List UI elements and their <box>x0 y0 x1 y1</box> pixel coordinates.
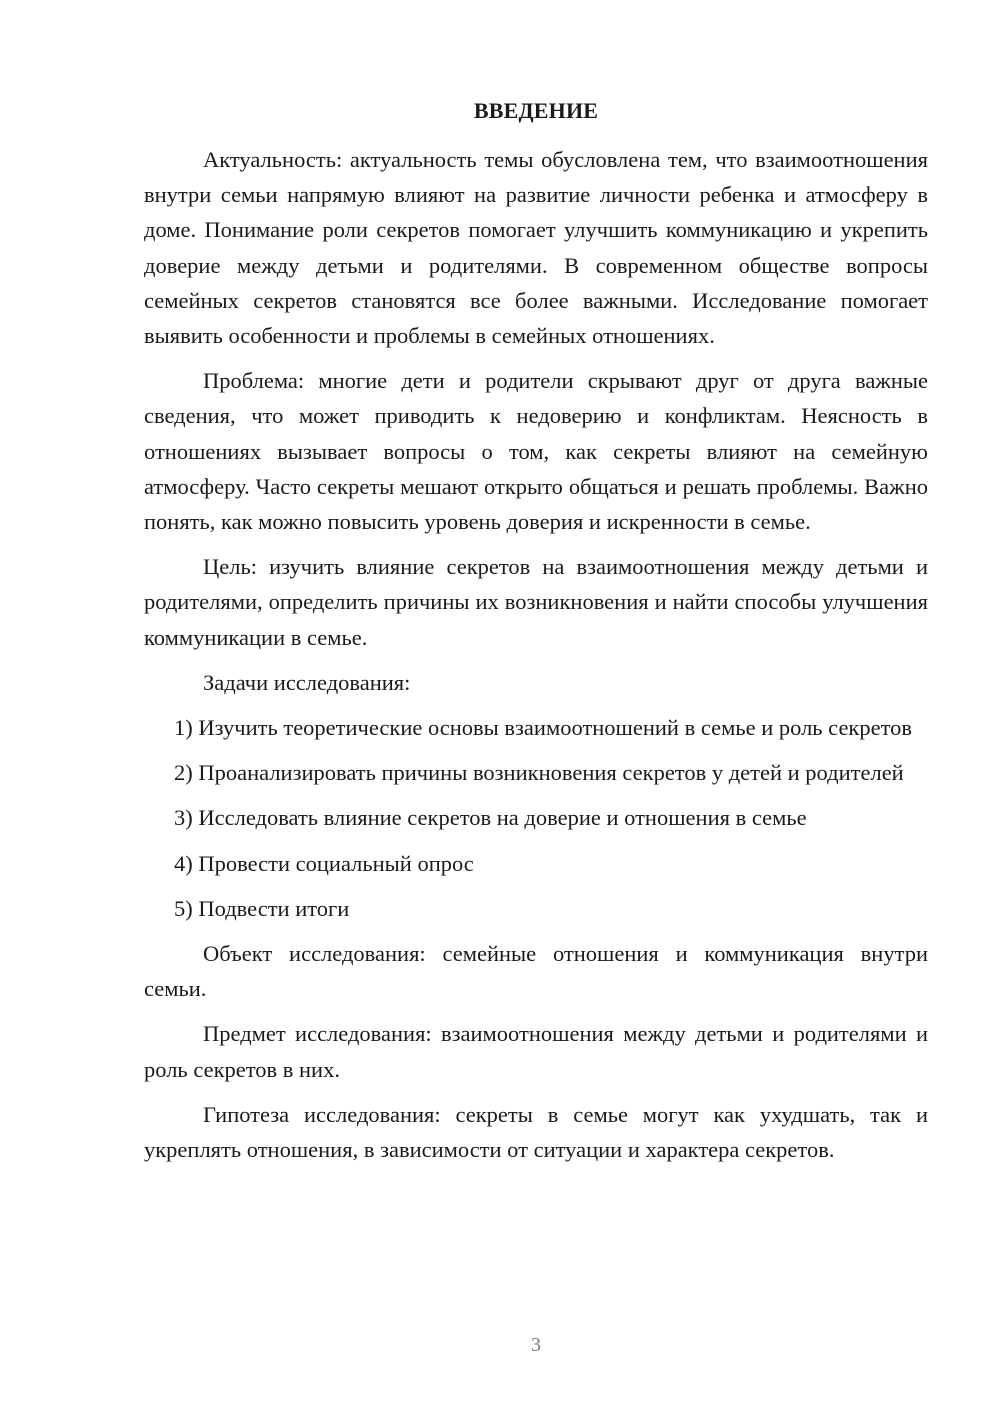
paragraph-subject: Предмет исследования: взаимоотношения между детьми и родителями и роль секретов в них. <box>144 1021 928 1082</box>
task-item-4: 4) Провести социальный опрос <box>174 850 474 876</box>
task-item-2: 2) Проанализировать причины возникновения секретов у детей и родителей <box>174 760 904 786</box>
paragraph-relevance: Актуальность: актуальность темы обусловлена тем, что взаимоотношения внутри семьи напрямую влияют на развитие личности ребенка и атмосферу в доме. Понимание роли секретов помогает улучшить коммуникацию и укрепить доверие между детьми и родителями. В современном обществе вопросы семейных секретов становятся все более важными. Исследование помогает выявить особенности и проблемы в семейных отношениях. <box>144 147 928 349</box>
paragraph-problem: Проблема: многие дети и родители скрывают друг от друга важные сведения, что может приводить к недоверию и конфликтам. Неясность в отношениях вызывает вопросы о том, как секреты влияют на семейную атмосферу. Часто секреты мешают открыто общаться и решать проблемы. Важно понять, как можно повысить уровень доверия и искренности в семье. <box>144 368 928 535</box>
document-page <box>144 0 928 1414</box>
section-title: ВВЕДЕНИЕ <box>473 98 599 123</box>
paragraph-object: Объект исследования: семейные отношения и коммуникация внутри семьи. <box>144 941 928 1002</box>
paragraph-tasks-heading: Задачи исследования: <box>203 669 411 695</box>
task-item-3: 3) Исследовать влияние секретов на доверие и отношения в семье <box>174 805 807 831</box>
page-number: 3 <box>531 1334 541 1356</box>
body-text <box>144 142 928 1177</box>
task-item-5: 5) Подвести итоги <box>174 895 350 921</box>
task-item-1: 1) Изучить теоретические основы взаимоотношений в семье и роль секретов <box>174 715 913 741</box>
paragraph-hypothesis: Гипотеза исследования: секреты в семье могут как ухудшать, так и укреплять отношения, в зависимости от ситуации и характера секретов. <box>144 1101 928 1163</box>
paragraph-goal: Цель: изучить влияние секретов на взаимоотношения между детьми и родителями, определить причины их возникновения и найти способы улучшения коммуникации в семье. <box>144 554 928 650</box>
